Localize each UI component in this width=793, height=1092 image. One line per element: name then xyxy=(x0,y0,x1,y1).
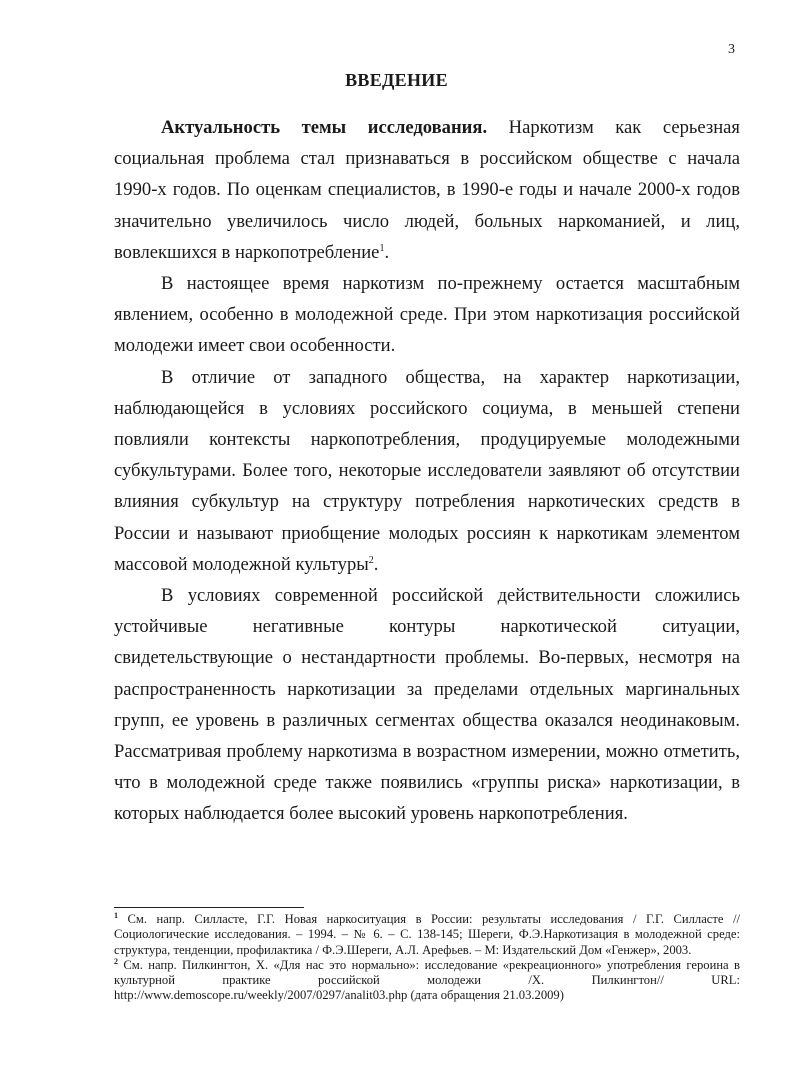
footnotes xyxy=(114,912,740,1004)
footnote-divider xyxy=(114,907,304,908)
paragraph-1-lead: Актуальность темы исследования. xyxy=(161,117,488,138)
paragraph-1-end: . xyxy=(384,241,390,263)
paragraph-3 xyxy=(114,362,740,580)
footnote-1 xyxy=(114,912,740,958)
paragraph-3-end: . xyxy=(373,553,379,575)
footnote-ref-2[interactable]: 2 xyxy=(368,554,374,566)
paragraph-1-text: Наркотизм как серьезная социальная проблема стал признаваться в российском обществе с начала 1990-х годов. По оценкам специалистов, в 1990-е годы и начале 2000-х годов значительно увеличилось число людей, больных наркоманией, и лиц, вовлекшихся в наркопотребление xyxy=(114,117,740,263)
paragraph-4: В условиях современной российской действительности сложились устойчивые негативные контуры наркотической ситуации, свидетельствующие о нестандартности проблемы. Во-первых, несмотря на распространенность наркотизации за пределами отдельных маргинальных групп, ее уровень в различных сегментах общества оказался неодинаковым. Рассматривая проблему наркотизма в возрастном измерении, можно отметить, что в молодежной среде также появились «группы риска» наркотизации, в которых наблюдается более высокий уровень наркопотребления. xyxy=(114,585,740,825)
paragraph-2: В настоящее время наркотизм по-прежнему остается масштабным явлением, особенно в молодежной среде. При этом наркотизация российской молодежи имеет свои особенности. xyxy=(114,273,740,357)
footnote-2 xyxy=(114,958,740,1004)
page-title: ВВЕДЕНИЕ xyxy=(345,70,448,90)
paragraph-3-text: В отличие от западного общества, на характер наркотизации, наблюдающейся в условиях российского социума, в меньшей степени повлияли контексты наркопотребления, продуцируемые молодежными субкультурами. Более того, некоторые исследователи заявляют об отсутствии влияния субкультур на структуру потребления наркотических средств в России и называют приобщение молодых россиян к наркотикам элементом массовой молодежной культуры xyxy=(114,366,740,575)
page-number: 3 xyxy=(728,42,735,57)
footnote-ref-1[interactable]: 1 xyxy=(379,242,385,254)
footnote-1-text: См. напр. Силласте, Г.Г. Новая наркоситуация в России: результаты исследования / Г.Г. Силласте // Социологические исследования. – 1994. – № 6. – С. 138-145; Шереги, Ф.Э.Наркотизация в молодежной среде: структура, тенденции, профилактика / Ф.Э.Шереги, А.Л. Арефьев. – М: Издательский Дом «Генжер», 2003. xyxy=(114,912,740,957)
footnote-2-text: См. напр. Пилкингтон, Х. «Для нас это нормально»: исследование «рекреационного» употребления героина в культурной практике российской молодежи /Х. Пилкингтон// URL: http://www.demoscope.ru/weekly/2007/0297/analit03.php (дата обращения 21.03.2009) xyxy=(114,957,740,1003)
footnote-2-marker: 2 xyxy=(114,956,118,966)
body-text xyxy=(114,112,740,830)
footnote-1-marker: 1 xyxy=(114,911,118,920)
paragraph-1 xyxy=(114,112,740,268)
